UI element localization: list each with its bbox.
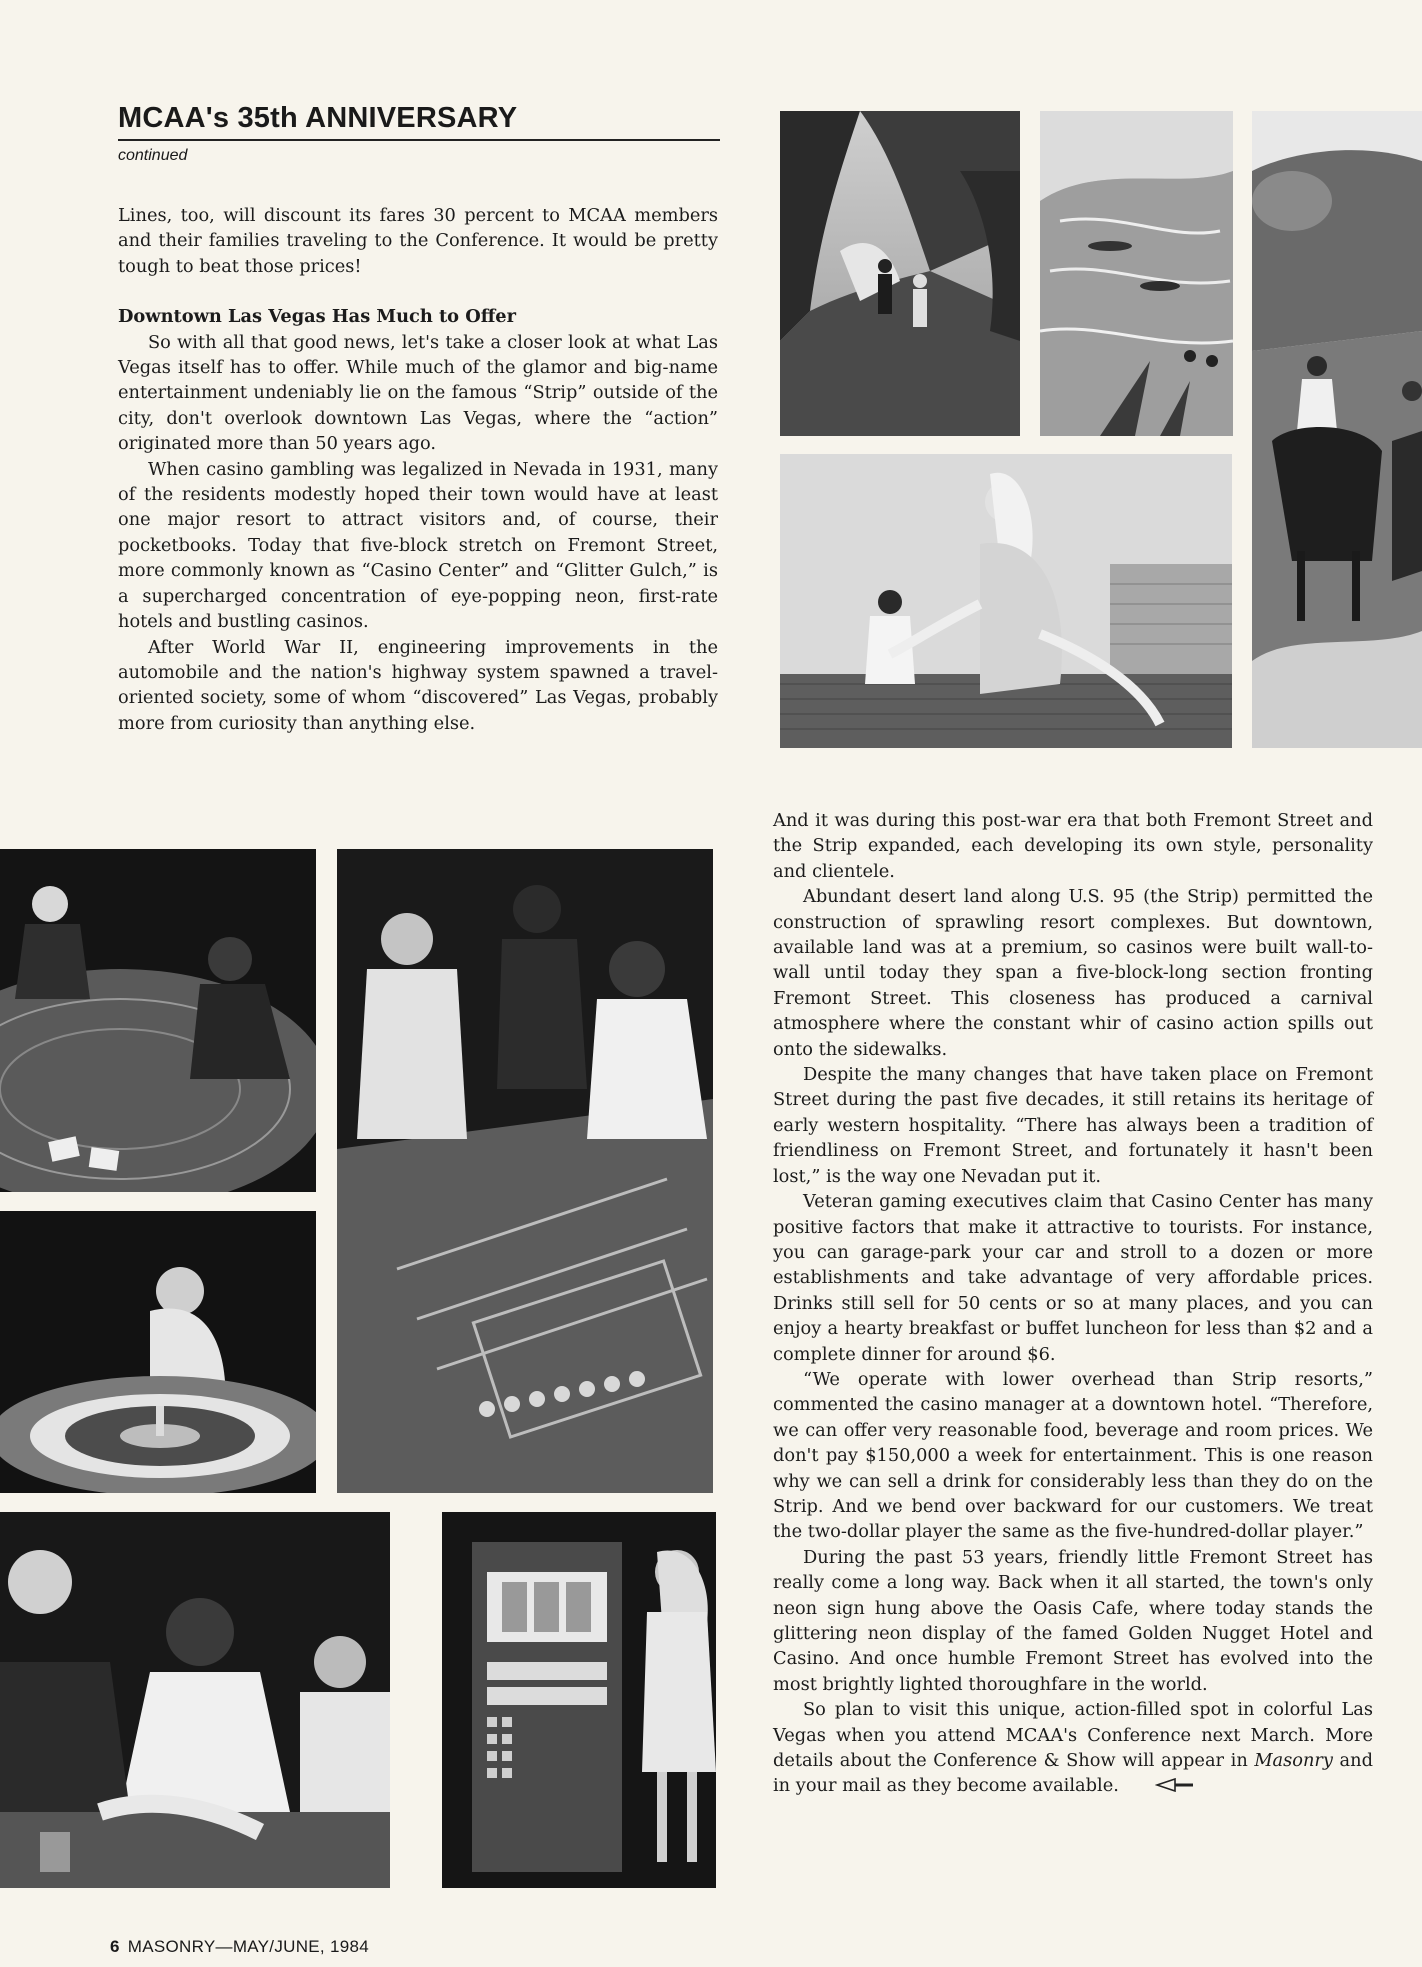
paragraph: Despite the many changes that have taken place on Fremont Street during the past five decades, it still retains its heritage of early western hospitality. “There has always been a tradition of friendliness on Fremont Street, and fortunately it hasn't been lost,” is the way one Nevadan put it.: [773, 1064, 1373, 1187]
slot-machine-photo: [442, 1512, 716, 1888]
text-column-left: [118, 203, 718, 736]
closing-text-end: and in your mail as they become available.: [773, 1750, 1373, 1797]
page-number: 6: [110, 1937, 120, 1956]
closing-text-start: So plan to visit this unique, action-filled spot in colorful Las Vegas when you attend MCAA's Conference next March. More details about the Conference & Show will appear in: [773, 1699, 1373, 1772]
roulette-wheel-photo: [0, 1211, 316, 1493]
section-subhead: Downtown Las Vegas Has Much to Offer: [118, 306, 516, 328]
paragraph: So with all that good news, let's take a closer look at what Las Vegas itself has to offer. While much of the glamor and big-name entertainment undeniably lie on the famous “Strip” outside of the city, don't overlook downtown Las Vegas, where the “action” originated more than 50 years ago.: [118, 331, 718, 455]
paragraph: After World War II, engineering improvements in the automobile and the nation's highway system spawned a travel-oriented society, some of whom “discovered” Las Vegas, probably more from curiosity than anything else.: [118, 636, 718, 734]
paragraph: And it was during this post-war era that both Fremont Street and the Strip expanded, each developing its own style, personality and clientele.: [773, 810, 1373, 882]
paragraph: Abundant desert land along U.S. 95 (the Strip) permitted the construction of sprawling resort complexes. But downtown, available land was at a premium, so casinos were built wall-to-wall until today they span a five-block-long section fronting Fremont Street. This closeness has produced a carnival atmosphere where the constant whir of casino action spills out onto the sidewalks.: [773, 886, 1373, 1060]
closing-paragraph: [773, 1697, 1373, 1799]
paragraph: “We operate with lower overhead than Strip resorts,” commented the casino manager at a downtown hotel. “Therefore, we can offer very reasonable food, beverage and room prices. We don't pay $150,000 a week for entertainment. This is one reason why we can sell a drink for considerably less than they do on the Strip. And we bend over backward for our customers. We treat the two-dollar player the same as the five-hundred-dollar player.”: [773, 1368, 1373, 1543]
continued-label: continued: [118, 147, 188, 164]
paragraph: Lines, too, will discount its fares 30 percent to MCAA members and their families traveling to the Conference. It would be pretty tough to beat those prices!: [118, 205, 718, 277]
rock-arch-hikers-photo: [780, 111, 1020, 436]
desert-horseback-riders-photo: [1252, 111, 1422, 748]
card-dealer-photo: [0, 1512, 390, 1888]
craps-table-photo: [337, 849, 713, 1493]
article-title: MCAA's 35th ANNIVERSARY: [118, 102, 720, 141]
paragraph: Veteran gaming executives claim that Casino Center has many positive factors that make it attractive to tourists. For instance, you can garage-park your car and stroll to a dozen or more establishments and take advantage of very affordable prices. Drinks still sell for 50 cents or so at many places, and you can enjoy a hearty breakfast or buffet luncheon for less than $2 and a complete dinner for around $6.: [773, 1191, 1373, 1365]
text-column-right: [773, 808, 1373, 1799]
end-mark-icon: [1125, 1774, 1195, 1799]
paragraph: During the past 53 years, friendly little Fremont Street has really come a long way. Back when it all started, the town's only neon sign hung above the Oasis Cafe, where today stands the glittering neon display of the famed Golden Nugget Hotel and Casino. And once humble Fremont Street has evolved into the most brightly lighted thoroughfare in the world.: [773, 1546, 1373, 1695]
article-header: [118, 102, 720, 165]
paragraph: When casino gambling was legalized in Nevada in 1931, many of the residents modestly hoped their town would have at least one major resort to attract visitors and, of course, their pocketbooks. Today that five-block stretch on Fremont Street, more commonly known as “Casino Center” and “Glitter Gulch,” is a supercharged concentration of eye-popping neon, first-rate hotels and bustling casinos.: [118, 458, 718, 633]
magazine-name: Masonry: [1254, 1750, 1333, 1772]
page-footer: [110, 1937, 369, 1957]
resort-pool-photo: [1040, 111, 1233, 436]
publication-info: MASONRY—MAY/JUNE, 1984: [127, 1937, 369, 1956]
blackjack-table-photo: [0, 849, 316, 1192]
tennis-players-photo: [780, 454, 1232, 748]
